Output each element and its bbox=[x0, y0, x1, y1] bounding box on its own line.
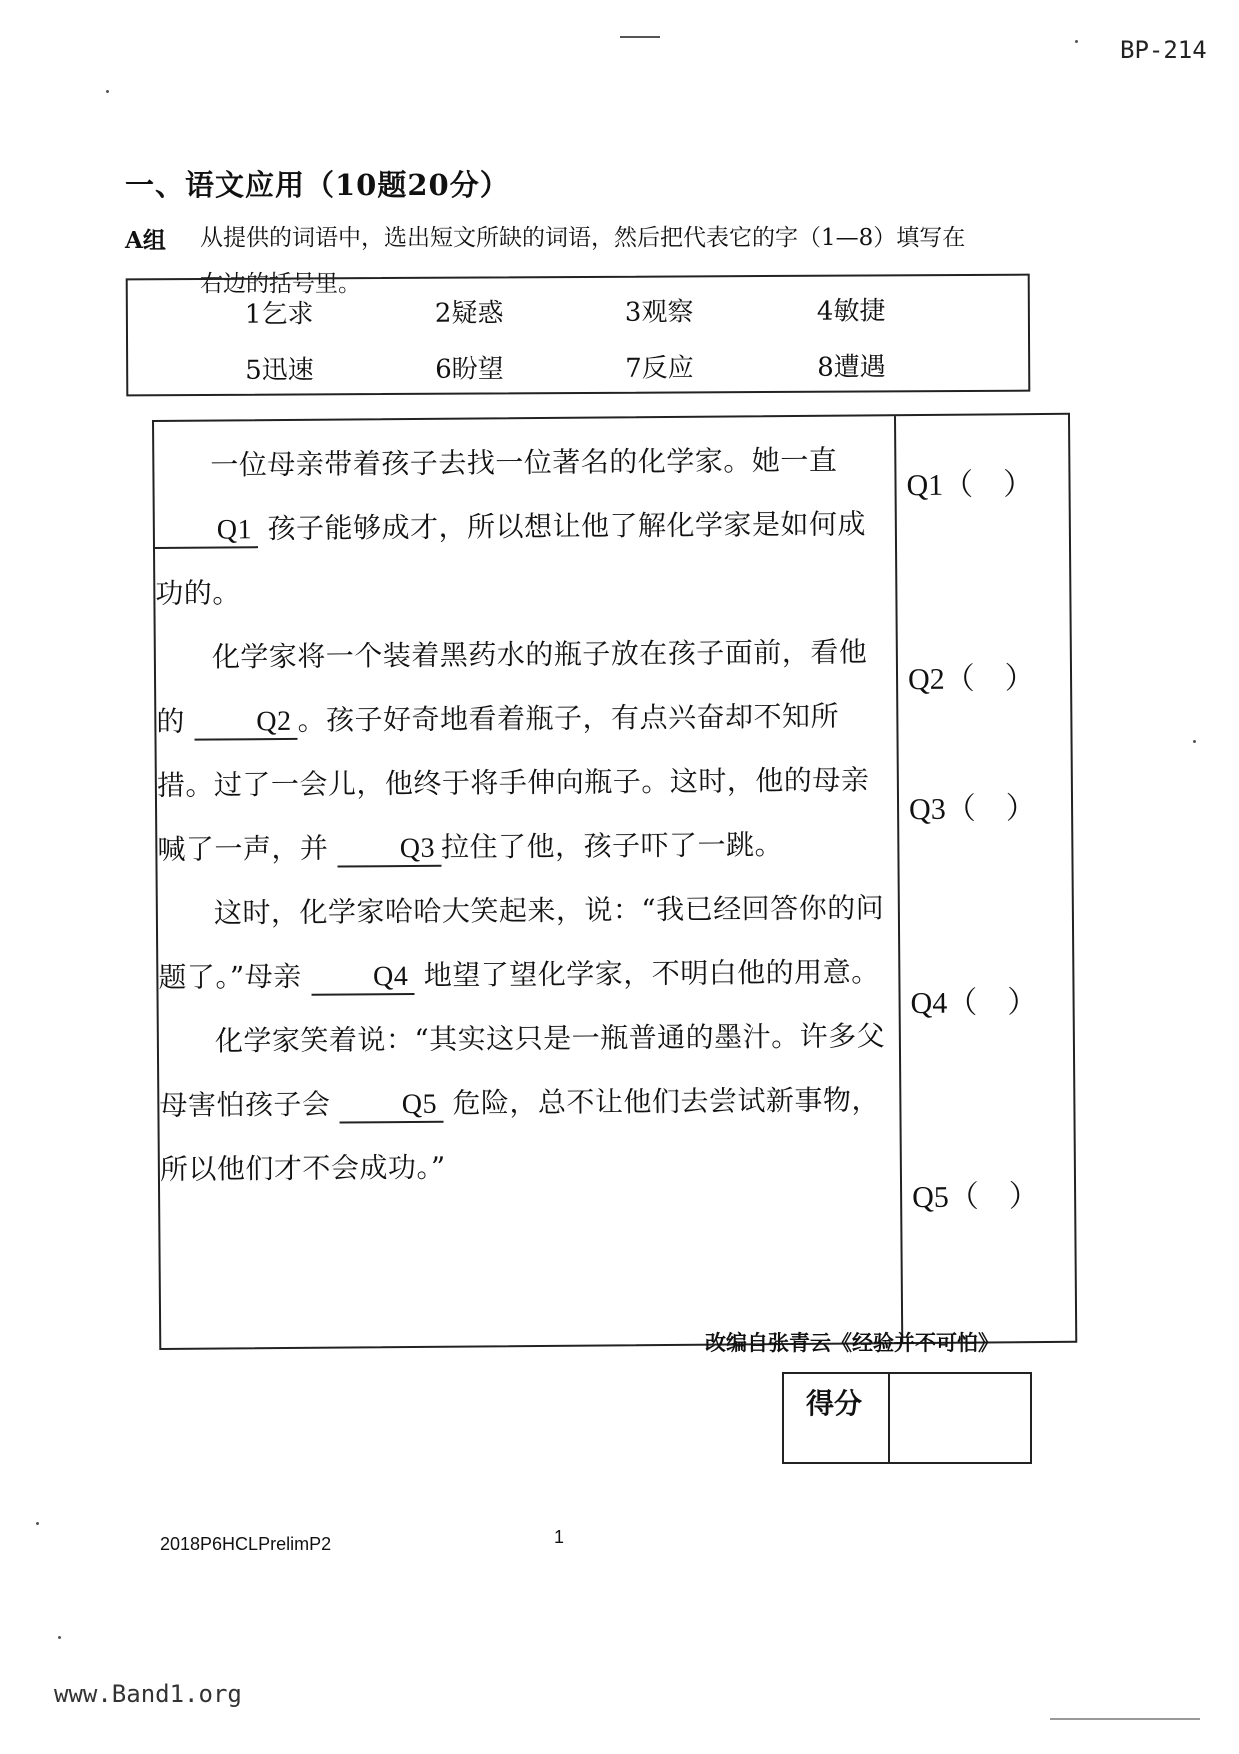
word-option: 4敏捷 bbox=[816, 296, 886, 327]
answer-slot-q2[interactable]: Q2（ ） bbox=[907, 662, 1035, 697]
scan-speck bbox=[1193, 740, 1196, 743]
blank-q3: Q3 bbox=[338, 833, 441, 868]
paragraph bbox=[159, 1004, 890, 1202]
score-value-field[interactable] bbox=[890, 1374, 1030, 1462]
document-code: BP-214 bbox=[1120, 36, 1207, 64]
blank-q5: Q5 bbox=[340, 1089, 443, 1124]
column-divider bbox=[894, 416, 903, 1342]
passage-text-run: 拉住了他，孩子吓了一跳。 bbox=[440, 828, 784, 864]
passage-text-run: 孩子能够成才，所以想让他了解化学家是如何成功的。 bbox=[155, 507, 867, 610]
group-label: A组 bbox=[125, 227, 166, 254]
word-option: 2疑惑 bbox=[434, 298, 504, 329]
footer-code: 2018P6HCLPrelimP2 bbox=[160, 1534, 332, 1554]
blank-q1: Q1 bbox=[155, 514, 258, 549]
passage-box bbox=[152, 413, 1077, 1350]
scan-speck bbox=[1050, 1718, 1200, 1720]
source-citation: 改编自张青云《经验并不可怕》 bbox=[705, 1330, 999, 1355]
word-option: 3观察 bbox=[624, 297, 694, 328]
answer-slot-q3[interactable]: Q3（ ） bbox=[908, 792, 1036, 827]
word-option: 1乞求 bbox=[244, 299, 314, 330]
passage-text-run: 一位母亲带着孩子去找一位著名的化学家。她一直 bbox=[210, 443, 838, 482]
section-title: 一、语文应用（10题20分） bbox=[125, 168, 510, 202]
paragraph bbox=[158, 876, 889, 1010]
page-number: 1 bbox=[554, 1527, 565, 1547]
passage-text bbox=[154, 428, 890, 1202]
scan-speck bbox=[58, 1636, 61, 1639]
watermark-url: www.Band1.org bbox=[54, 1680, 242, 1708]
score-label: 得分 bbox=[784, 1374, 890, 1462]
word-option: 7反应 bbox=[625, 353, 694, 384]
scan-speck bbox=[36, 1522, 39, 1525]
passage-text-run: 这时，化学家哈哈大笑起来，说：“我已经回答你的问题了。”母亲 bbox=[158, 891, 885, 994]
paragraph bbox=[156, 620, 888, 882]
score-box bbox=[782, 1372, 1032, 1464]
passage-text-run: 地望了望化学家，不明白他的用意。 bbox=[423, 955, 880, 992]
passage-text-run: 危险，总不让他们去尝试新事物，所以他们才不会成功。” bbox=[159, 1083, 881, 1186]
paragraph bbox=[154, 428, 885, 626]
scan-speck bbox=[1075, 40, 1078, 43]
word-bank bbox=[126, 274, 1031, 397]
word-option: 5迅速 bbox=[245, 355, 314, 386]
word-option: 6盼望 bbox=[435, 354, 504, 385]
word-option: 8遭遇 bbox=[817, 352, 886, 383]
passage-text-run: 化学家将一个装着黑药水的瓶子放在孩子面前，看他的 bbox=[156, 635, 868, 738]
passage-text-run: 。孩子好奇地看着瓶子，有点兴奋却不知所措。过了一会儿，他终于将手伸向瓶子。这时，他的母亲喊了一声，并 bbox=[156, 699, 870, 866]
answer-slot-q4[interactable]: Q4（ ） bbox=[910, 986, 1038, 1021]
scan-speck bbox=[106, 90, 109, 93]
answer-slot-q5[interactable]: Q5（ ） bbox=[912, 1180, 1039, 1215]
answer-slot-q1[interactable]: Q1（ ） bbox=[906, 468, 1034, 503]
instruction-text: 从提供的词语中，选出短文所缺的词语，然后把代表它的字（1—8）填写在右边的括号里。 bbox=[200, 225, 966, 297]
passage-text-run: 化学家笑着说：“其实这只是一瓶普通的墨汁。许多父母害怕孩子会 bbox=[159, 1019, 886, 1122]
scan-speck bbox=[620, 36, 660, 38]
blank-q4: Q4 bbox=[311, 961, 414, 996]
blank-q2: Q2 bbox=[194, 706, 297, 741]
